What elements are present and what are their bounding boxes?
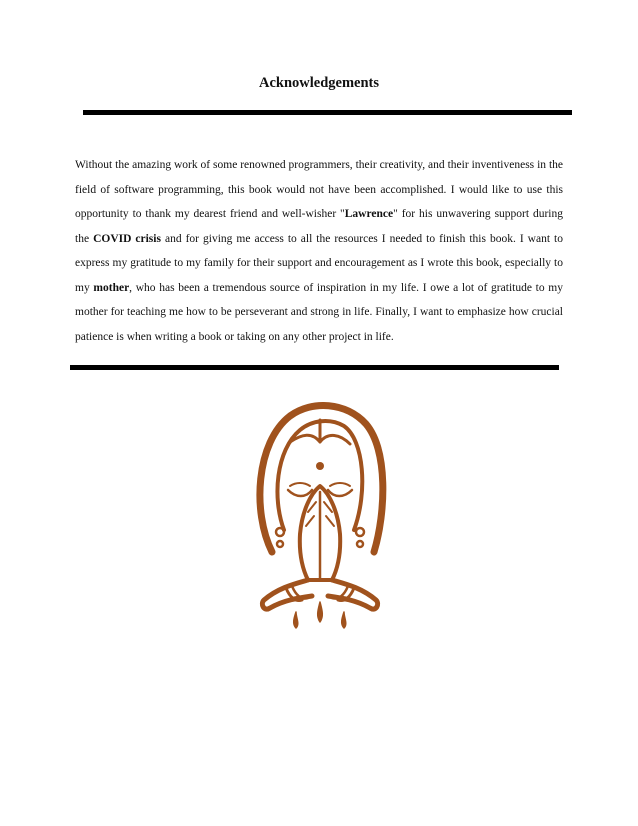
center-drop <box>318 602 323 622</box>
right-drop <box>342 612 346 628</box>
paragraph-text-1: Without the amazing work of some renowned programmers, their creativity, and their inventiveness in the field of software programming, this book would not have been accomplished. I would like to use this opportunity to thank my dearest friend and well-wisher " <box>75 159 563 220</box>
right-eye <box>328 490 352 496</box>
mother-word: mother <box>93 281 130 294</box>
namaste-woman-icon <box>250 402 390 630</box>
right-earring <box>356 528 364 536</box>
paragraph-text-3: and for giving me access to all the resources I needed to finish this book. I want to express my gratitude to my family for their support and encouragement as I wrote this book, especially to my <box>75 232 563 294</box>
right-arm <box>328 580 378 609</box>
acknowledgement-paragraph <box>75 153 563 349</box>
paragraph-text-2: " for his unwavering support during the <box>75 208 564 245</box>
friend-name: Lawrence <box>344 208 394 220</box>
left-earring <box>276 528 284 536</box>
left-drop <box>294 612 298 628</box>
top-divider <box>83 110 572 115</box>
bindi <box>316 462 324 470</box>
bottom-divider <box>70 365 559 370</box>
left-arm <box>262 580 312 609</box>
left-eye <box>288 490 312 496</box>
page-title: Acknowledgements <box>258 75 380 91</box>
covid-crisis-phrase: COVID crisis <box>93 232 161 245</box>
paragraph-text-4: , who has been a tremendous source of inspiration in my life. I owe a lot of gratitude to my mother for teaching me how to be perseverant and strong in life. Finally, I want to emphasize how crucial patience is when writing a book or taking on any other project in life. <box>75 281 563 343</box>
